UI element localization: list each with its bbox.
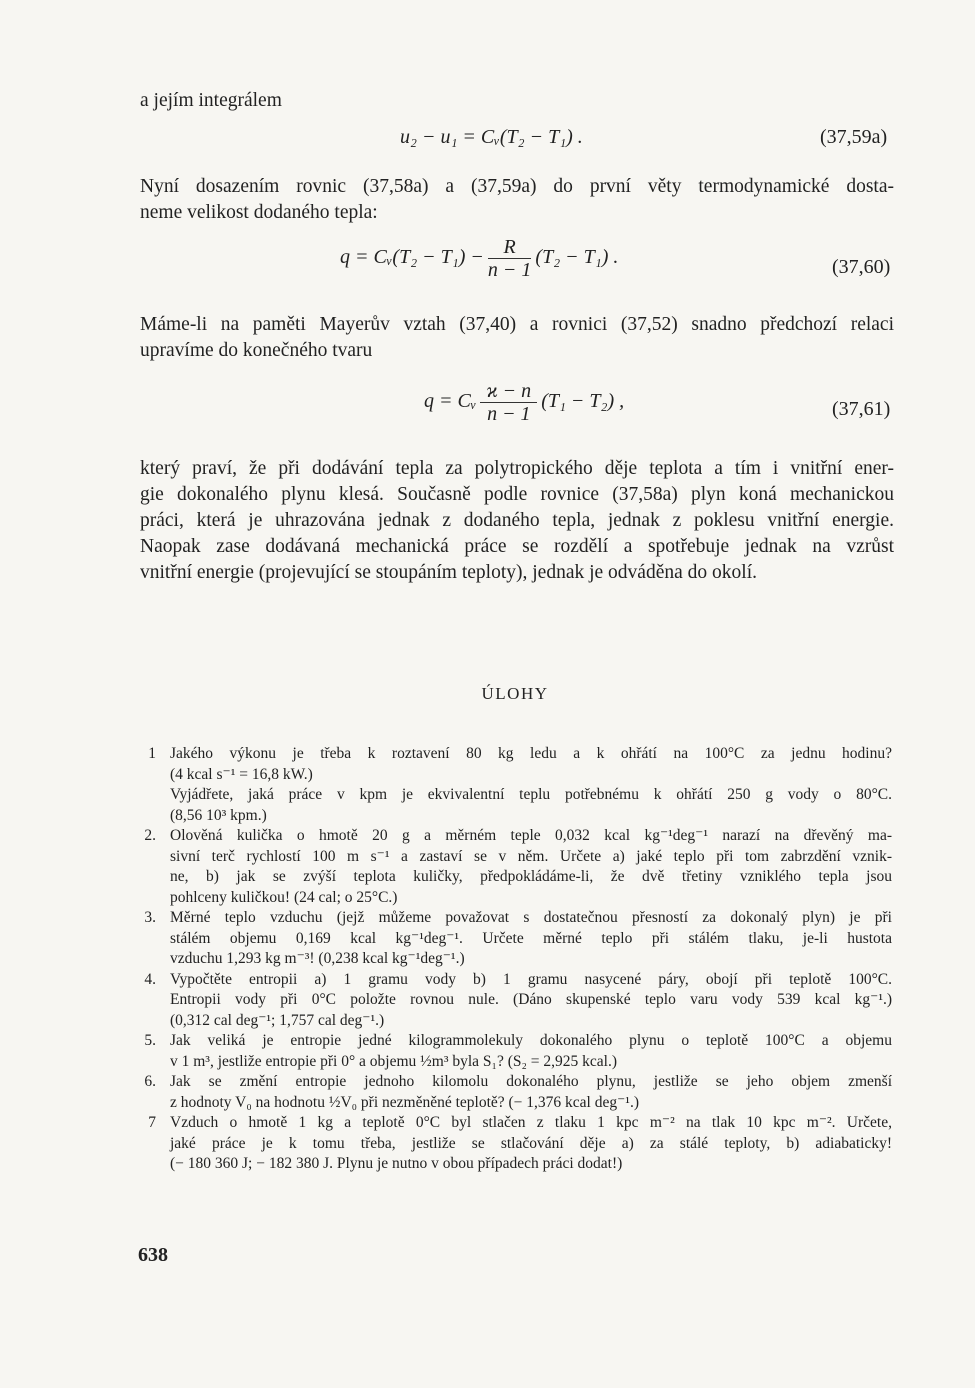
task-line: (4 kcal s⁻¹ = 16,8 kW.) (170, 765, 313, 783)
equation-lhs: u₂ − u₁ = (400, 126, 481, 148)
task-line: Olověná kulička o hmotě 20 g a měrném teple 0,032 kcal kg⁻¹deg⁻¹ narazí na dřevěný ma- (170, 827, 892, 844)
paragraph-line: práci, která je uhrazována jednak z dodaného tepla, jednak z poklesu vnitřní energie. (140, 510, 894, 531)
task-number: 5. (144, 1032, 156, 1049)
intro-line: a jejím integrálem (140, 90, 282, 111)
task-list (140, 744, 892, 1175)
task-number: 3. (144, 909, 156, 926)
task-line: jaké práce je k tomu třeba, jestliže se stlačování děje a) za stálé teploty, b) adiabaticky! (170, 1134, 892, 1152)
paragraph-line: Nyní dosazením rovnic (37,58a) a (37,59a) do první věty termodynamické dosta- (140, 176, 894, 197)
paragraph-2 (140, 312, 894, 364)
task-number: 7 (148, 1114, 156, 1131)
task-line: Entropii vody při 0°C položte rovnou nule. (Dáno skupenské teplo varu vody 539 kcal kg⁻¹.) (170, 991, 892, 1008)
page-number: 638 (138, 1244, 168, 1266)
paragraph-line: upravíme do konečného tvaru (140, 340, 373, 361)
equation-number: (37,61) (832, 398, 891, 420)
equation-37-59a (400, 126, 583, 149)
task-line: z hodnoty V₀ na hodnotu ½V₀ při nezměněné teplotě? (− 1,376 kcal deg⁻¹.) (170, 1093, 639, 1111)
task-line: (8,56 10³ kpm.) (170, 806, 267, 824)
equation-lhs: q = Cᵥ(T₂ − T₁) − (340, 246, 484, 269)
task-item (140, 744, 892, 826)
task-number: 2. (144, 827, 156, 844)
task-line: (0,312 cal deg⁻¹; 1,757 cal deg⁻¹.) (170, 1011, 385, 1029)
paragraph-line: gie dokonalého plynu klesá. Současně podle rovnice (37,58a) plyn koná mechanickou (140, 484, 894, 505)
fraction-denominator: n − 1 (487, 259, 532, 281)
fraction-numerator: R (488, 236, 532, 259)
equation-lhs: q = Cᵥ (424, 390, 477, 413)
task-line: Měrné teplo vzduchu (jejž můžeme považovat s dostatečnou přesností za dokonalý plyn) je při (170, 909, 892, 926)
section-heading: ÚLOHY (481, 684, 549, 703)
task-line: Vzduch o hmotě 1 kg a teplotě 0°C byl stlačen z tlaku 1 kpc m⁻² na tlak 10 kpc m⁻². Určete, (170, 1114, 892, 1131)
task-item (140, 826, 892, 908)
task-line: Vyjádřete, jaká práce v kpm je ekvivalentní teplu potřebnému k ohřátí 250 g vody o 80°C. (170, 786, 892, 803)
task-line: sivní terč rychlostí 100 m s⁻¹ a zastaví se v něm. Určete a) jaké teplo při tom zabrzdění vznik- (170, 847, 892, 865)
fraction (480, 380, 537, 425)
task-line: v 1 m³, jestliže entropie při 0° a objemu ½m³ byla S₁? (S₂ = 2,925 kcal.) (170, 1052, 617, 1070)
task-line: vzduchu 1,293 kg m⁻³! (0,238 kcal kg⁻¹deg⁻¹.) (170, 950, 465, 967)
paragraph-3 (140, 456, 894, 586)
task-number: 6. (144, 1073, 156, 1090)
equation-number: (37,59a) (820, 126, 888, 148)
task-line: ne, b) jak se zvýší teplota kuličky, předpokládáme-li, že dvě třetiny vzniklého tepla jsou (170, 868, 892, 885)
fraction-denominator: n − 1 (487, 403, 531, 425)
task-number: 4. (144, 970, 156, 988)
task-item (140, 1031, 892, 1072)
equation-rhs: (T₁ − T₂) , (541, 390, 625, 413)
paragraph-line: který praví, že při dodávání tepla za polytropického děje teplota a tím i vnitřní ener- (140, 458, 894, 479)
task-line: (− 180 360 J; − 182 380 J. Plynu je nutno v obou případech práci dodat!) (170, 1155, 623, 1172)
equation-37-60 (340, 236, 618, 281)
task-item (140, 970, 892, 1032)
paragraph-line: Naopak zase dodávaná mechanická práce se rozdělí a spotřebuje jednak na vzrůst (140, 536, 894, 557)
equation-rhs: (T₂ − T₁) . (535, 246, 619, 269)
fraction (488, 236, 532, 281)
equation-37-61 (424, 380, 624, 425)
equation-rhs: Cᵥ(T₂ − T₁) . (480, 126, 583, 148)
task-line: pohlceny kuličkou! (24 cal; o 25°C.) (170, 888, 398, 906)
task-item (140, 908, 892, 970)
paragraph-line: Máme-li na paměti Mayerův vztah (37,40) a rovnici (37,52) snadno předchozí relaci (140, 314, 894, 335)
task-line: Jakého výkonu je třeba k roztavení 80 kg ledu a k ohřátí na 100°C za jednu hodinu? (170, 745, 892, 762)
task-line: stálém objemu 0,169 kcal kg⁻¹deg⁻¹. Určete měrné teplo při stálém tlaku, je-li hustota (170, 929, 892, 947)
paragraph-line: neme velikost dodaného tepla: (140, 202, 378, 223)
task-line: Jak se změní entropie jednoho kilomolu dokonalého plynu, jestliže se jeho objem zmenší (170, 1073, 892, 1090)
paragraph-line: vnitřní energie (projevující se stoupáním teploty), jednak je odváděna do okolí. (140, 562, 757, 583)
task-item (140, 1072, 892, 1113)
task-line: Jak veliká je entropie jedné kilogrammolekuly dokonalého plynu o teplotě 100°C a objemu (170, 1032, 892, 1049)
paragraph-1 (140, 174, 894, 226)
fraction-numerator: ϰ − n (480, 380, 537, 403)
equation-number: (37,60) (832, 256, 891, 278)
task-line: Vypočtěte entropii a) 1 gramu vody b) 1 gramu nasycené páry, obojí při teplotě 100°C. (170, 970, 892, 988)
task-item (140, 1113, 892, 1175)
task-number: 1 (148, 745, 156, 762)
